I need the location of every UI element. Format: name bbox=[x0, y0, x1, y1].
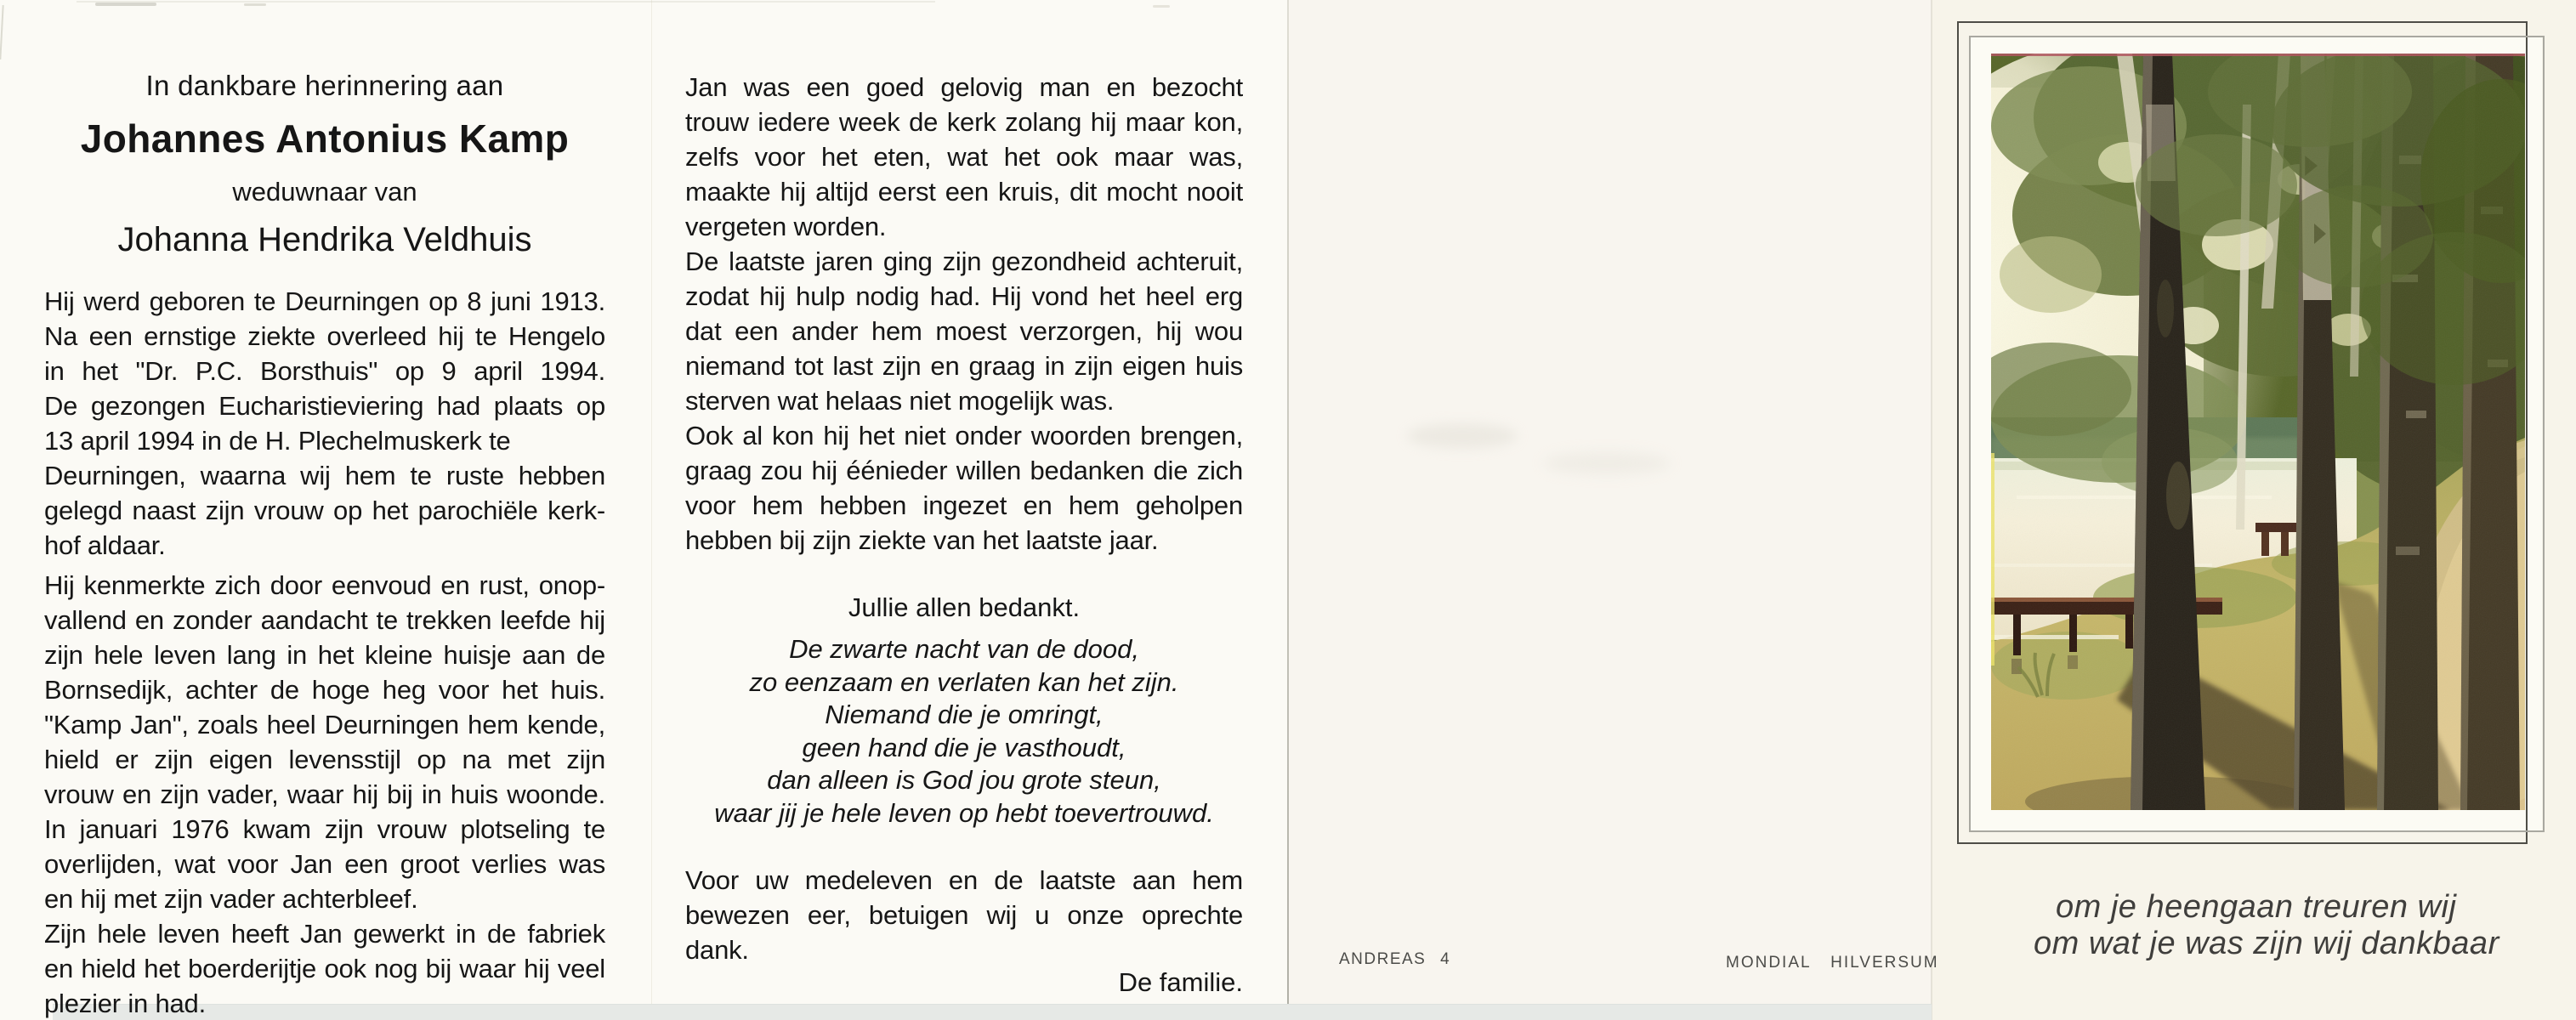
text-line: vergeten worden. bbox=[685, 212, 887, 241]
text-line: zodat hij hulp nodig had. Hij vond het heel erg bbox=[685, 281, 1243, 311]
scan-smudge bbox=[1407, 423, 1518, 449]
text-line: Hij werd geboren te Deurningen op 8 juni 1913. bbox=[44, 286, 605, 316]
fold-line-right bbox=[1931, 0, 1932, 1020]
text-line: Niemand die je omringt, bbox=[825, 700, 1104, 730]
text-line: waar jij je hele leven op hebt toevertrouwd. bbox=[714, 797, 1214, 828]
text-line: in het "Dr. P.C. Borsthuis" op 9 april 1994. bbox=[44, 356, 605, 386]
text-line: Bornsedijk, achter de hoge heg voor het huis. bbox=[44, 675, 605, 705]
lakeside-photo-art bbox=[1991, 54, 2525, 810]
thanks-line: Jullie allen bedankt. bbox=[848, 592, 1081, 622]
biography-paragraph-2 bbox=[44, 568, 605, 1020]
text-line: hebben bij zijn ziekte van het laatste jaar. bbox=[685, 525, 1159, 555]
text-line: graag zou hij éénieder willen bedanken die zich bbox=[685, 456, 1243, 485]
publisher-imprint: MONDIAL HILVERSUM bbox=[1726, 954, 1939, 972]
text-line: plezier in had. bbox=[44, 989, 207, 1018]
text-line: Voor uw medeleven en de laatste aan hem bbox=[685, 865, 1243, 895]
text-line: Ook al kon hij het niet onder woorden brengen, bbox=[685, 421, 1243, 450]
text-line: Na een ernstige ziekte overleed hij te Hengelo bbox=[44, 321, 605, 351]
blank-back-panel bbox=[1289, 0, 1932, 1020]
text-line: Zijn hele leven heeft Jan gewerkt in de fabriek bbox=[44, 919, 605, 949]
text-line: De gezongen Eucharistieviering had plaats op bbox=[44, 391, 605, 421]
scan-smudge bbox=[1543, 452, 1671, 474]
lakeside-photo bbox=[1991, 54, 2525, 810]
text-line: De zwarte nacht van de dood, bbox=[789, 634, 1139, 664]
scan-artifact bbox=[95, 3, 156, 6]
spouse-name: Johanna Hendrika Veldhuis bbox=[117, 221, 532, 258]
text-line: en hield het boerderijtje ook nog bij waar hij veel bbox=[44, 954, 605, 983]
text-line: maakte hij altijd eerst een kruis, dit mocht nooit bbox=[685, 177, 1243, 207]
text-line: hof aldaar. bbox=[44, 530, 166, 560]
text-line: dan alleen is God jou grote steun, bbox=[767, 765, 1161, 796]
text-line: overlijden, wat voor Jan een groot verlies was bbox=[44, 849, 605, 879]
front-caption bbox=[2034, 889, 2527, 962]
closing-paragraph bbox=[685, 863, 1243, 967]
caption-line: om wat je was zijn wij dankbaar bbox=[2034, 926, 2499, 961]
text-line: en hij met zijn vader achterbleef. bbox=[44, 884, 418, 914]
text-line: De laatste jaren ging zijn gezondheid achteruit, bbox=[685, 246, 1243, 276]
text-line: In januari 1976 kwam zijn vrouw plotseling te bbox=[44, 814, 605, 844]
deceased-name: Johannes Antonius Kamp bbox=[80, 116, 570, 161]
scan-artifact bbox=[244, 3, 266, 6]
memorial-poem bbox=[685, 633, 1243, 830]
text-line: bewezen eer, betuigen wij u onze oprechte bbox=[685, 900, 1243, 930]
biography-paragraph-1 bbox=[44, 284, 605, 563]
biography-paragraph-3 bbox=[685, 70, 1243, 558]
fold-line-middle bbox=[1287, 0, 1289, 1020]
text-line: Jan was een goed gelovig man en bezocht bbox=[685, 72, 1243, 102]
text-line: trouw iedere week de kerk zolang hij maar kon, bbox=[685, 107, 1243, 137]
family-signature: De familie. bbox=[1118, 967, 1243, 997]
caption-line: om je heengaan treuren wij bbox=[2056, 889, 2457, 925]
text-line: niemand tot last zijn en graag in zijn eigen huis bbox=[685, 351, 1243, 381]
text-line: vrouw en zijn vader, waar hij bij in huis woonde. bbox=[44, 779, 605, 809]
text-line: zo eenzaam en verlaten kan het zijn. bbox=[749, 666, 1179, 697]
text-line: geen hand die je vasthoudt, bbox=[802, 732, 1126, 762]
scan-artifact bbox=[77, 1, 935, 3]
text-line: Deurningen, waarna wij hem te ruste hebben bbox=[44, 461, 605, 490]
text-line: zijn hele leven lang in het kleine huisje aan de bbox=[44, 640, 605, 670]
memorial-intro: In dankbare herinnering aan bbox=[145, 70, 504, 101]
text-line: "Kamp Jan", zoals heel Deurningen hem kende, bbox=[44, 710, 605, 740]
relation-label: weduwnaar van bbox=[232, 177, 417, 207]
text-line: zelfs voor het eten, wat het ook maar was, bbox=[685, 142, 1243, 172]
text-line: sterven wat helaas niet mogelijk was. bbox=[685, 386, 1115, 416]
text-line: Hij kenmerkte zich door eenvoud en rust, onop- bbox=[44, 570, 605, 600]
text-line: dank. bbox=[685, 935, 749, 965]
text-line: voor hem hebben ingezet en hem geholpen bbox=[685, 490, 1243, 520]
scan-artifact bbox=[1153, 5, 1170, 8]
text-line: vallend en zonder aandacht te trekken leefde hij bbox=[44, 605, 605, 635]
text-line: gelegd naast zijn vrouw op het parochiële kerk- bbox=[44, 496, 605, 525]
fold-line-left bbox=[651, 0, 652, 1020]
scan-artifact bbox=[0, 5, 4, 60]
text-line: dat een ander hem moest verzorgen, hij wou bbox=[685, 316, 1243, 346]
text-line: 13 april 1994 in de H. Plechelmuskerk te bbox=[44, 426, 511, 456]
printer-imprint: ANDREAS 4 bbox=[1339, 950, 1451, 968]
text-line: hield er zijn eigen levensstijl op na met zijn bbox=[44, 745, 605, 774]
